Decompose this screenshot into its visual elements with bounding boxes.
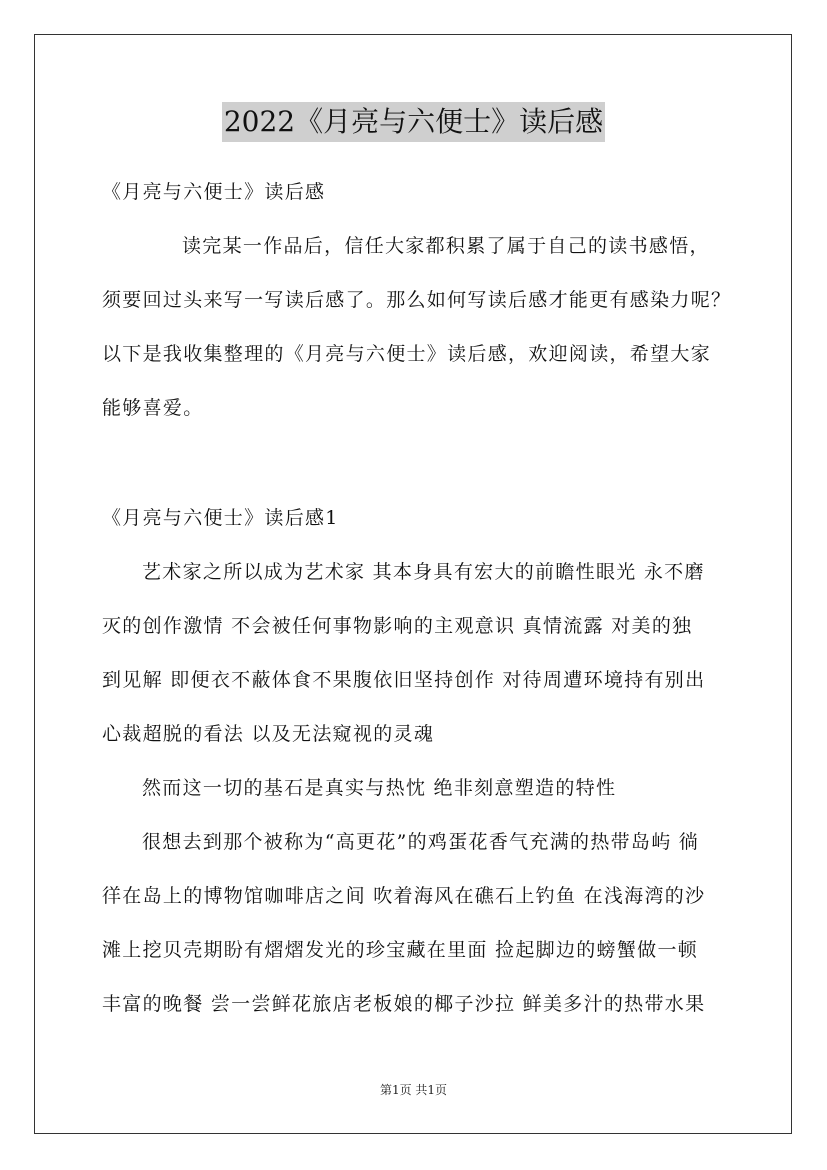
page-footer: 第1页 共1页 bbox=[379, 1083, 448, 1097]
intro-heading: 《月亮与六便士》读后感 bbox=[102, 181, 326, 203]
intro-line: 能够喜爱。 bbox=[102, 397, 204, 419]
section1-line: 艺术家之所以成为艺术家 其本身具有宏大的前瞻性眼光 永不磨 bbox=[142, 561, 705, 583]
document-title: 2022《月亮与六便士》读后感 bbox=[222, 102, 605, 142]
section1-line: 灭的创作激情 不会被任何事物影响的主观意识 真情流露 对美的独 bbox=[102, 615, 693, 637]
section1-line: 心裁超脱的看法 以及无法窥视的灵魂 bbox=[102, 723, 435, 745]
section1-line: 到见解 即便衣不蔽体食不果腹依旧坚持创作 对待周遭环境持有别出 bbox=[102, 669, 706, 691]
intro-line: 以下是我收集整理的《月亮与六便士》读后感，欢迎阅读，希望大家 bbox=[102, 343, 712, 365]
intro-line: 读完某一作品后，信任大家都积累了属于自己的读书感悟， bbox=[182, 235, 710, 257]
title-wrap bbox=[0, 102, 827, 142]
intro-line: 须要回过头来写一写读后感了。那么如何写读后感才能更有感染力呢？ bbox=[102, 289, 732, 311]
section1-line: 滩上挖贝壳期盼有熠熠发光的珍宝藏在里面 捡起脚边的螃蟹做一顿 bbox=[102, 939, 699, 961]
section1-heading: 《月亮与六便士》读后感1 bbox=[102, 507, 339, 529]
section1-line: 很想去到那个被称为“高更花”的鸡蛋花香气充满的热带岛屿 徜 bbox=[142, 831, 700, 853]
section1-line: 然而这一切的基石是真实与热忱 绝非刻意塑造的特性 bbox=[142, 777, 617, 799]
section1-line: 徉在岛上的博物馆咖啡店之间 吹着海风在礁石上钓鱼 在浅海湾的沙 bbox=[102, 885, 706, 907]
section1-line: 丰富的晚餐 尝一尝鲜花旅店老板娘的椰子沙拉 鲜美多汁的热带水果 bbox=[102, 993, 706, 1015]
